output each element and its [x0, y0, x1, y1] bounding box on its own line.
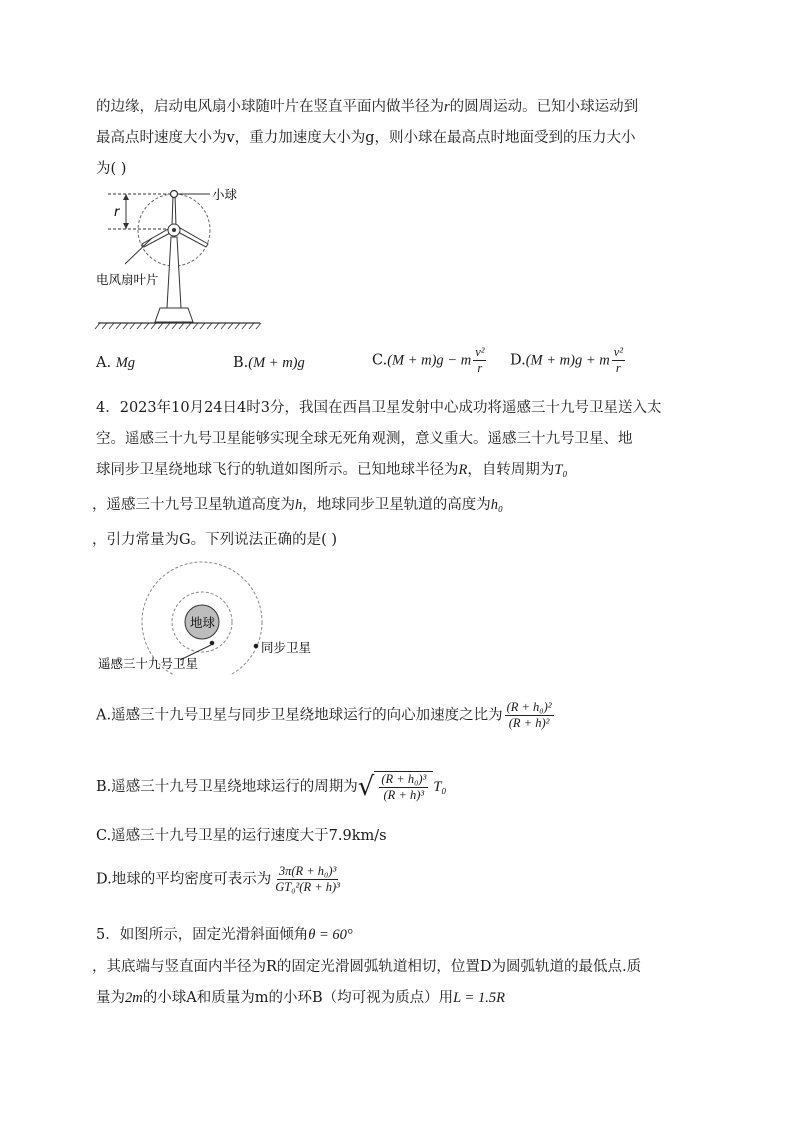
q4-option-a-num: (R + h₀)²: [506, 700, 552, 714]
q4-symbol-R: R: [458, 462, 468, 478]
option-b-expr: (M + m)g: [248, 355, 305, 371]
q4-option-b-num: (R + h₀)³: [381, 772, 427, 786]
q4-line-4: [92, 495, 503, 515]
r-label: r: [114, 205, 120, 220]
q3-line-1-text: 的边缘，启动电风扇小球随叶片在竖直平面内做半径为: [96, 99, 444, 115]
q4-line-2: 空。遥感三十九号卫星能够实现全球无死角观测，意义重大。遥感三十九号卫星、地: [96, 431, 633, 447]
option-c-frac-num: v²: [475, 345, 485, 359]
q3-option-d: [510, 345, 627, 376]
yaogan-satellite: [210, 641, 215, 646]
sqrt-symbol: √ $\frac{\text{(R + h₀)³}}{\text{(R + h)³}}$: [358, 771, 434, 803]
fan-figure: [92, 182, 272, 338]
q4-option-b-den: (R + h)³: [383, 788, 425, 802]
sync-label: 同步卫星: [261, 640, 312, 655]
q5-L: L = 1.5R: [453, 990, 505, 1006]
q4-option-d-den: GT₀²(R + h)³: [275, 880, 340, 894]
q3-line-2: 最高点时速度大小为v，重力加速度大小为g，则小球在最高点时地面受到的压力大小: [96, 130, 636, 146]
q3-line-3: 为( ): [96, 161, 127, 177]
option-c-fraction: [473, 345, 486, 376]
fan-tower: [167, 237, 181, 308]
option-a-label: A.: [96, 355, 112, 371]
q5-2m: 2m: [125, 990, 143, 1006]
option-c-frac-den: r: [477, 361, 483, 375]
q4-option-a-fraction: [505, 700, 554, 731]
q4-line-3-pre: 球同步卫星绕地球飞行的轨道如图所示。已知地球半径为: [96, 462, 459, 478]
sync-satellite: [254, 644, 259, 649]
q4-option-d: [96, 864, 344, 895]
option-d-label: D.: [510, 352, 526, 369]
q4-line-4-post: ，地球同步卫星轨道的高度为: [302, 497, 491, 513]
q3-option-c: [372, 345, 488, 376]
ball-label: 小球: [212, 187, 238, 202]
option-d-frac-den: r: [615, 361, 621, 375]
q4-option-d-fraction: [273, 864, 342, 895]
q3-option-b: [233, 355, 305, 372]
ball-marker: [171, 191, 178, 198]
q4-option-b: [96, 771, 446, 803]
q5-line-3-mid: 的小球A和质量为m的小环B（均可视为质点）用: [142, 990, 454, 1006]
q3-line-1-tail: 的圆周运动。已知小球运动到: [449, 99, 639, 115]
option-a-expr: Mg: [115, 355, 136, 371]
q5-line-2: ，其底端与竖直面内半径为R的固定光滑圆弧轨道相切，位置D为圆弧轨道的最低点.质: [92, 959, 642, 975]
option-c-expr: (M + m)g − m: [387, 352, 472, 369]
q4-line-1: 4．2023年10月24日4时3分，我国在西昌卫星发射中心成功将遥感三十九号卫星送入太: [96, 400, 662, 416]
q4-option-b-T0: T₀: [433, 779, 447, 795]
q3-option-a: [96, 355, 135, 372]
q5-line-3: [96, 988, 505, 1008]
q4-symbol-h0: h₀: [490, 497, 504, 513]
q4-line-5: ，引力常量为G。下列说法正确的是( ): [92, 532, 338, 548]
q5-line-1: [96, 925, 353, 945]
q4-symbol-T0: T₀: [554, 462, 568, 478]
blade-label: 电风扇叶片: [96, 272, 159, 287]
q4-option-a-text: A.遥感三十九号卫星与同步卫星绕地球运行的向心加速度之比为: [96, 707, 503, 724]
q5-line-1-pre: 5．如图所示，固定光滑斜面倾角: [96, 927, 309, 943]
q4-line-4-pre: ，遥感三十九号卫星轨道高度为: [92, 497, 295, 513]
ground-hatch: [95, 323, 261, 329]
q5-theta: θ = 60°: [308, 927, 353, 943]
yaogan-label: 遥感三十九号卫星: [98, 656, 199, 671]
option-c-label: C.: [372, 352, 388, 369]
q4-line-3-post: ，自转周期为: [467, 462, 555, 478]
option-d-fraction: [612, 345, 625, 376]
orbit-figure: [92, 560, 332, 675]
q5-line-3-pre: 量为: [96, 990, 125, 1006]
q4-line-3: [96, 460, 567, 480]
q4-option-a: [96, 700, 556, 731]
q4-option-c: C.遥感三十九号卫星的运行速度大于7.9km/s: [96, 828, 387, 844]
option-d-expr: (M + m)g + m: [525, 352, 610, 369]
option-b-label: B.: [233, 355, 249, 371]
option-d-frac-num: v²: [613, 345, 624, 359]
q4-symbol-h: h: [295, 497, 303, 513]
q4-option-a-den: (R + h)²: [508, 716, 550, 730]
q3-r-symbol: r: [444, 99, 450, 115]
q3-line-1: [96, 97, 638, 117]
q4-option-d-num: 3π(R + h₀)³: [278, 864, 337, 878]
q4-option-d-text: D.地球的平均密度可表示为: [96, 871, 272, 888]
earth-label: 地球: [190, 615, 216, 630]
q4-option-b-text: B.遥感三十九号卫星绕地球运行的周期为: [96, 779, 358, 795]
